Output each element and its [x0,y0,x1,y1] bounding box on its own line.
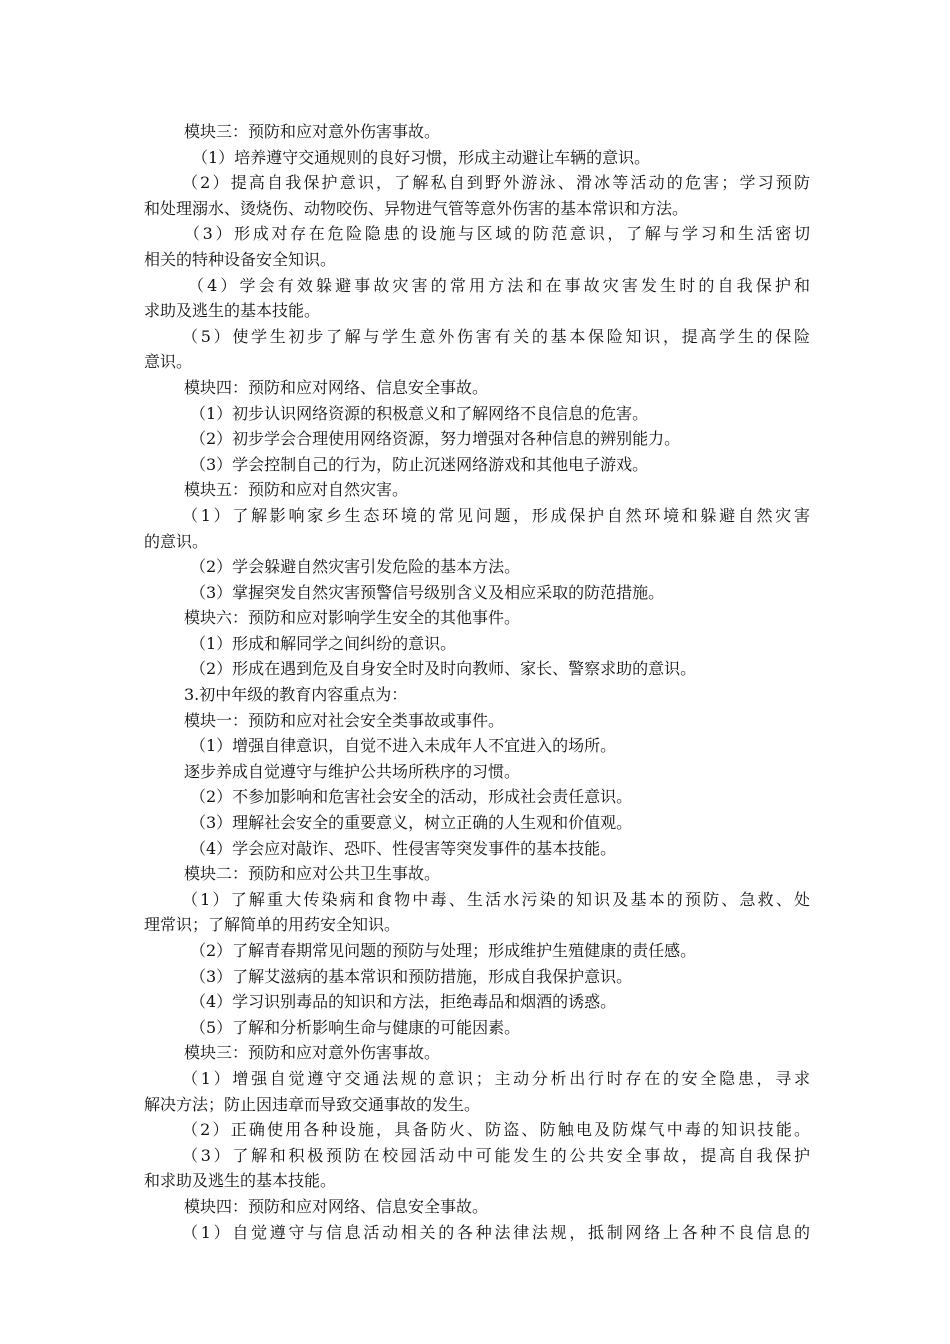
list-item: （1）增强自律意识，自觉不进入未成年人不宜进入的场所。 [190,736,617,756]
list-item: （4）学会有效躲避事故灾害的常用方法和在事故灾害发生时的自我保护和 [188,275,810,295]
list-item-continuation: 意识。 [144,352,193,372]
list-item: （1）增强自觉遵守交通法规的意识；主动分析出行时存在的安全隐患，寻求 [182,1068,810,1088]
list-item: （2）初步学会合理使用网络资源，努力增强对各种信息的辨别能力。 [190,429,681,449]
module-heading: 模块二：预防和应对公共卫生事故。 [184,864,441,884]
list-item-continuation: 理常识；了解简单的用药安全知识。 [144,915,401,935]
list-item: （3）形成对存在危险隐患的设施与区域的防范意识，了解与学习和生活密切 [184,224,810,244]
list-item: （2）提高自我保护意识，了解私自到野外游泳、滑冰等活动的危害；学习预防 [182,173,810,193]
list-item: （3）掌握突发自然灾害预警信号级别含义及相应采取的防范措施。 [190,582,665,602]
module-heading: 模块三：预防和应对意外伤害事故。 [184,1043,441,1063]
module-heading: 模块一：预防和应对社会安全类事故或事件。 [184,710,505,730]
list-item-continuation: 解决方法；防止因违章而导致交通事故的发生。 [144,1094,481,1114]
list-item: （2）不参加影响和危害社会安全的活动，形成社会责任意识。 [190,787,633,807]
list-item: （3）了解和积极预防在校园活动中可能发生的公共安全事故，提高自我保护 [182,1145,810,1165]
list-item: （4）学习识别毒品的知识和方法，拒绝毒品和烟酒的诱惑。 [190,992,617,1012]
list-item-continuation: 的意识。 [144,531,209,551]
list-item: （3）了解艾滋病的基本常识和预防措施，形成自我保护意识。 [190,966,633,986]
module-heading: 模块三：预防和应对意外伤害事故。 [184,122,441,141]
list-item-continuation: 相关的特种设备安全知识。 [144,249,337,269]
list-item: （1）初步认识网络资源的积极意义和了解网络不良信息的危害。 [190,403,649,423]
module-heading: 模块四：预防和应对网络、信息安全事故。 [184,377,489,397]
list-item: （1）形成和解同学之间纠纷的意识。 [190,633,457,653]
list-item: （1）自觉遵守与信息活动相关的各种法律法规，抵制网络上各种不良信息的 [182,1222,810,1242]
list-item-continuation: 和求助及逃生的基本技能。 [144,1171,337,1191]
list-item: （3）理解社会安全的重要意义，树立正确的人生观和价值观。 [190,813,633,833]
list-item-continuation: 和处理溺水、烫烧伤、动物咬伤、异物进气管等意外伤害的基本常识和方法。 [144,198,689,218]
list-item-continuation: 求助及逃生的基本技能。 [144,301,321,321]
list-item: （2）了解青春期常见问题的预防与处理；形成维护生殖健康的责任感。 [190,941,697,960]
document-body [144,119,810,1245]
list-item: （3）学会控制自己的行为，防止沉迷网络游戏和其他电子游戏。 [190,454,649,474]
list-item: （1）培养遵守交通规则的良好习惯，形成主动避让车辆的意识。 [192,147,651,167]
list-item: （5）了解和分析影响生命与健康的可能因素。 [190,1017,521,1037]
module-heading: 模块五：预防和应对自然灾害。 [184,480,409,500]
list-item: （5）使学生初步了解与学生意外伤害有关的基本保险知识，提高学生的保险 [182,326,810,346]
paragraph: 逐步养成自觉遵守与维护公共场所秩序的习惯。 [184,761,521,781]
list-item: （2）学会躲避自然灾害引发危险的基本方法。 [190,557,521,577]
section-heading: 3.初中年级的教育内容重点为： [184,685,408,705]
list-item: （1）了解影响家乡生态环境的常见问题，形成保护自然环境和躲避自然灾害 [182,505,810,525]
list-item: （2）形成在遇到危及自身安全时及时向教师、家长、警察求助的意识。 [190,659,697,679]
module-heading: 模块四：预防和应对网络、信息安全事故。 [184,1196,489,1216]
module-heading: 模块六：预防和应对影响学生安全的其他事件。 [184,608,521,628]
list-item: （1）了解重大传染病和食物中毒、生活水污染的知识及基本的预防、急救、处 [182,889,810,909]
list-item: （4）学会应对敲诈、恐吓、性侵害等突发事件的基本技能。 [190,838,617,858]
list-item: （2）正确使用各种设施，具备防火、防盗、防触电及防煤气中毒的知识技能。 [182,1120,810,1140]
